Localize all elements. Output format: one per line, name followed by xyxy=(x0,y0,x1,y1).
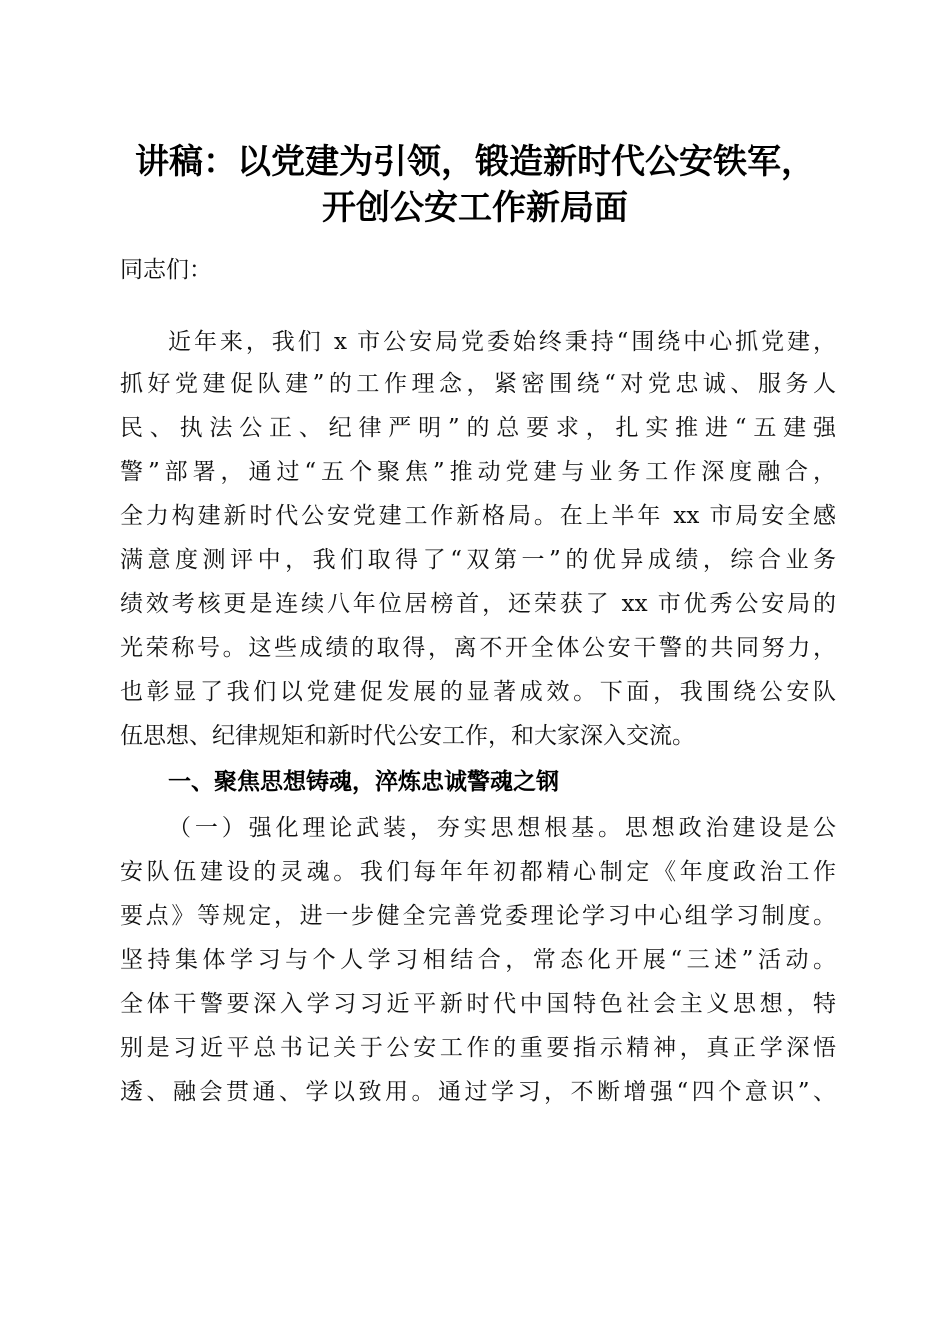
body-line: （一）强化理论武装，夯实思想根基。思想政治建设是公 xyxy=(168,815,836,841)
body-line: 绩效考核更是连续八年位居榜首，还荣获了 xx 市优秀公安局的 xyxy=(120,591,836,617)
section-heading: 一、聚焦思想铸魂，淬炼忠诚警魂之钢 xyxy=(168,769,559,795)
body-line: 近年来，我们 x 市公安局党委始终秉持“围绕中心抓党建， xyxy=(168,329,836,355)
body-line: 民、执法公正、纪律严明”的总要求，扎实推进“五建强 xyxy=(120,415,836,441)
document-title-line-2: 开创公安工作新局面 xyxy=(322,188,628,228)
body-line: 也彰显了我们以党建促发展的显著成效。下面，我围绕公安队 xyxy=(120,679,836,705)
body-line: 别是习近平总书记关于公安工作的重要指示精神，真正学深悟 xyxy=(120,1035,836,1061)
body-line: 要点》等规定，进一步健全完善党委理论学习中心组学习制度。 xyxy=(120,903,836,929)
body-line: 伍思想、纪律规矩和新时代公安工作，和大家深入交流。 xyxy=(120,723,695,749)
body-line: 全力构建新时代公安党建工作新格局。在上半年 xx 市局安全感 xyxy=(120,503,836,529)
body-line: 全体干警要深入学习习近平新时代中国特色社会主义思想，特 xyxy=(120,991,836,1017)
body-line: 透、融会贯通、学以致用。通过学习，不断增强“四个意识”、 xyxy=(120,1079,836,1105)
body-line: 警”部署，通过“五个聚焦”推动党建与业务工作深度融合， xyxy=(120,459,836,485)
body-line: 坚持集体学习与个人学习相结合，常态化开展“三述”活动。 xyxy=(120,947,836,973)
body-line: 安队伍建设的灵魂。我们每年年初都精心制定《年度政治工作 xyxy=(120,859,836,885)
body-line: 满意度测评中，我们取得了“双第一”的优异成绩，综合业务 xyxy=(120,547,836,573)
document-title-line-1: 讲稿：以党建为引领，锻造新时代公安铁军， xyxy=(135,142,815,182)
salutation: 同志们： xyxy=(120,257,212,283)
body-line: 光荣称号。这些成绩的取得，离不开全体公安干警的共同努力， xyxy=(120,635,836,661)
body-line: 抓好党建促队建”的工作理念，紧密围绕“对党忠诚、服务人 xyxy=(120,371,836,397)
